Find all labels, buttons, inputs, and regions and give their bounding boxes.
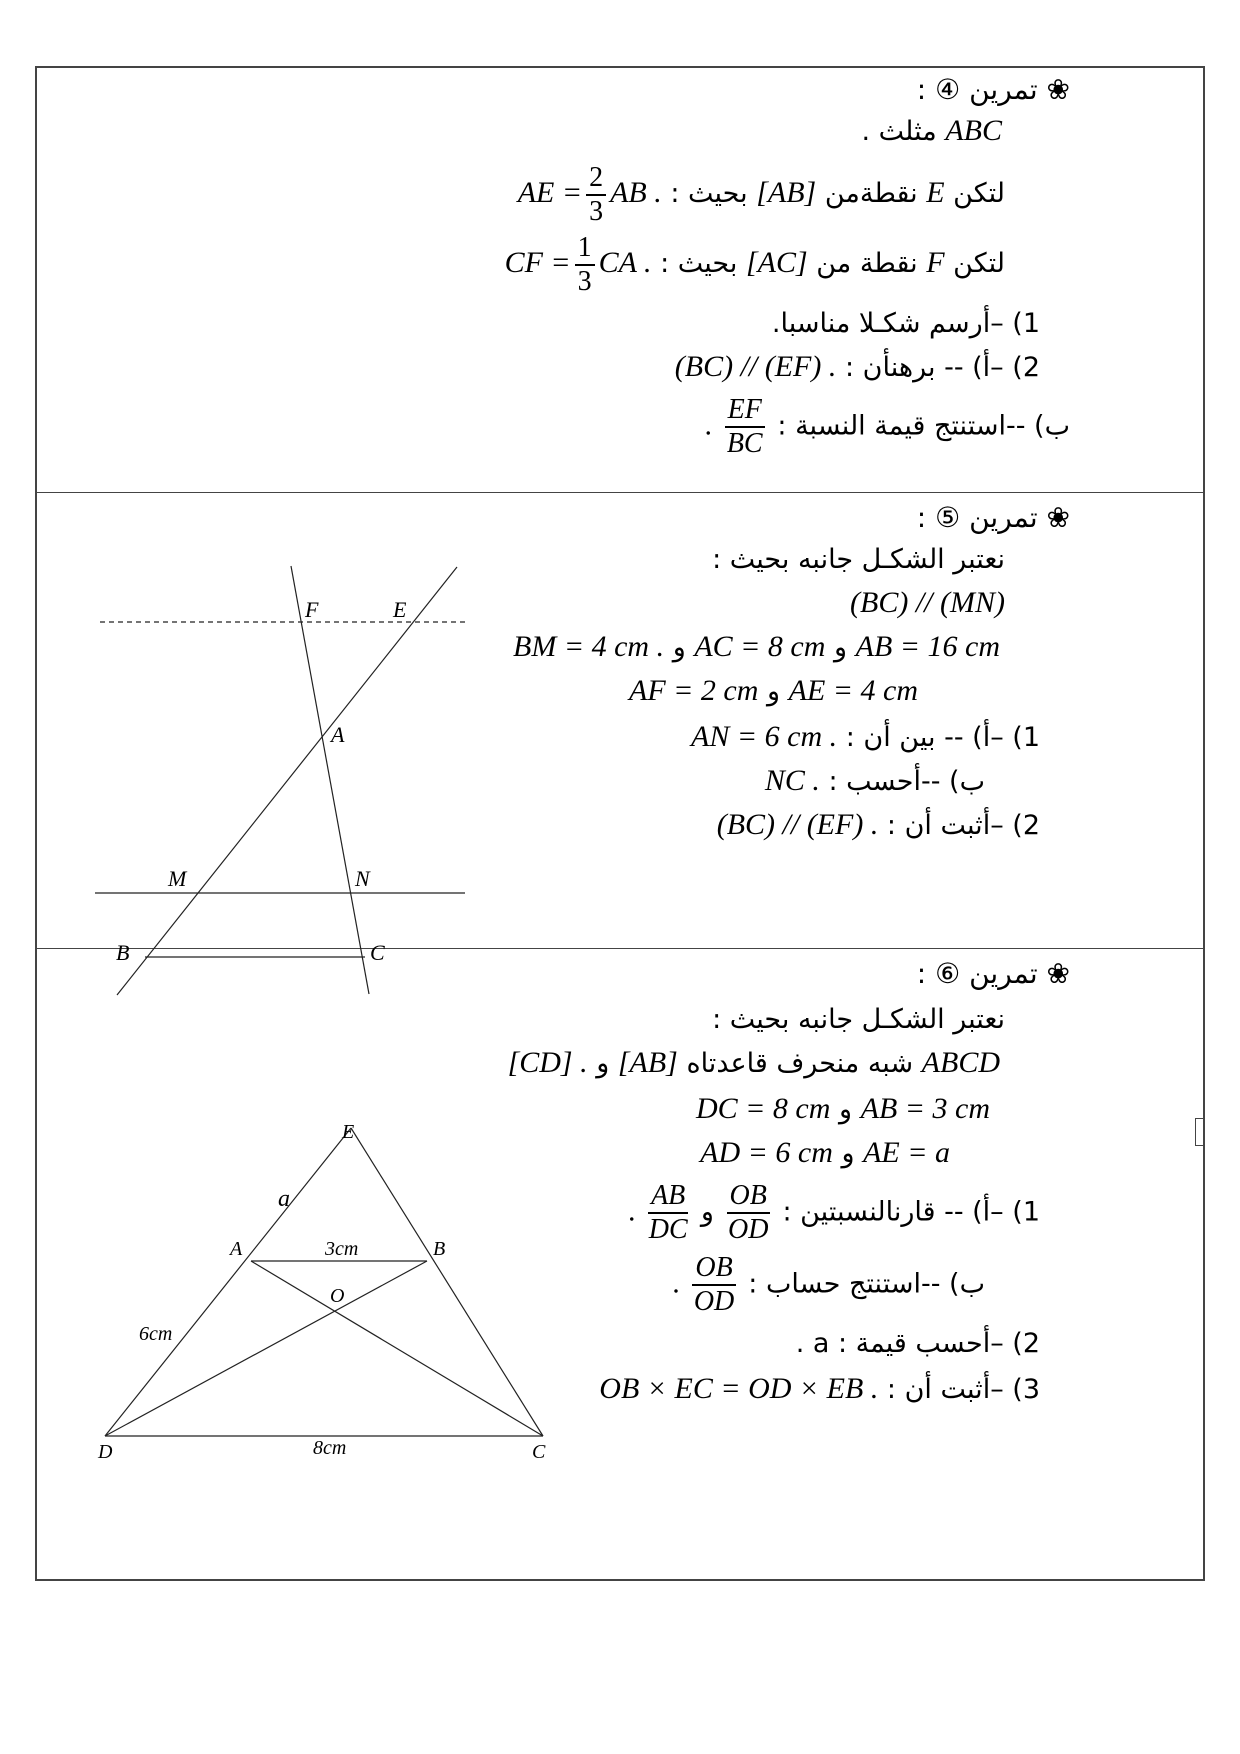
ex6-l2-seg-ab: [AB] (617, 1046, 678, 1079)
ex6-q1a-and: و (700, 1196, 714, 1228)
ex5-label-a: A (331, 722, 345, 747)
ex6-label-b: B (433, 1238, 446, 1260)
ex4-l2-lhs: AE = (517, 176, 583, 210)
ex6-q1a-num1: OB (727, 1180, 770, 1214)
ex6-l2-seg-cd: [CD] . (507, 1046, 588, 1079)
ex6-q1b-text: ب) --استنتج حساب : (748, 1268, 985, 1300)
ex6-l3-dc: DC = 8 cm (695, 1092, 831, 1125)
ex4-l2-num: 2 (586, 162, 606, 196)
ex4-q2b-num: EF (725, 394, 765, 428)
ex4-l3-text-c: بحيث : (660, 248, 738, 280)
ex4-triangle-name: ABC (945, 114, 1002, 147)
ex4-q2a-math: (BC) // (EF) . (674, 350, 837, 383)
ex4-l2-rhs: AB . (610, 176, 662, 210)
ex6-q1a-den2: DC (648, 1214, 688, 1246)
ex5-q1b-text: ب) --أحسب : (828, 766, 985, 797)
ex4-l2-den: 3 (589, 196, 604, 228)
ex5-q2-text: 2) –أثبت أن : (886, 810, 1040, 841)
ex4-l2-point-e: E (926, 176, 945, 210)
ex4-line1-text: مثلث . (861, 116, 937, 147)
ex5-l4-and: و (766, 676, 781, 707)
ex4-l3-text-b: نقطة من (816, 248, 918, 280)
ex6-diagonal-ac (251, 1261, 543, 1436)
ex5-l3-bm: BM = 4 cm . (513, 630, 665, 663)
ex6-title: ❀ تمرين ⑥ : (916, 957, 1070, 990)
ex4-q2b-text: ب) --استنتج قيمة النسبة : (777, 410, 1070, 442)
ex4-l3-lhs: CF = (504, 246, 571, 280)
ex6-l3-ab: AB = 3 cm (860, 1092, 990, 1125)
ex6-label-c: C (532, 1441, 546, 1463)
ex6-label-a-length: a (278, 1186, 290, 1212)
ex5-label-b: B (116, 940, 130, 965)
ex5-parallel-statement: (BC) // (MN) (850, 586, 1005, 619)
ex5-l3-ab: AB = 16 cm (855, 630, 1000, 663)
ex6-l4-ad: AD = 6 cm (700, 1136, 833, 1169)
ex6-q1a-num2: AB (648, 1180, 688, 1214)
ex5-label-n: N (355, 866, 370, 891)
ex4-l2-text-c: بحيث : (670, 178, 748, 210)
ex6-l4-and: و (841, 1138, 855, 1169)
ex5-label-e: E (393, 597, 407, 622)
ex6-q1b-den: OD (693, 1286, 735, 1318)
ex6-label-e: E (342, 1121, 355, 1143)
ex4-l2-segment: [AB] (756, 176, 817, 210)
ex6-q1a-den1: OD (727, 1214, 769, 1246)
ex4-q2b-den: BC (726, 428, 763, 460)
ex5-l4-ae: AE = 4 cm (788, 674, 918, 707)
ex4-q2a-text: 2) –أ) -- برهنأن : (844, 352, 1040, 383)
ex6-label-o: O (330, 1285, 345, 1307)
ex5-q1a-math: AN = 6 cm . (691, 720, 838, 753)
ex6-label-3cm: 3cm (325, 1238, 359, 1260)
ex6-l3-and: و (838, 1094, 853, 1125)
ex6-label-6cm: 6cm (139, 1323, 173, 1345)
ex4-l3-num: 1 (575, 232, 595, 266)
ex5-l4-af: AF = 2 cm (629, 674, 759, 707)
ex6-q1b-dot: . (672, 1266, 680, 1300)
ex4-q2b-dot: . (704, 408, 712, 442)
ex6-q1a-text: 1) –أ) -- قارنالنسبتين : (782, 1196, 1040, 1228)
ex4-l3-segment: [AC] (745, 246, 808, 280)
ex6-segment-ec (351, 1128, 543, 1436)
ex6-q3-math: OB × EC = OD × EB . (599, 1372, 879, 1405)
ex4-l2-text-b: نقطةمن (824, 178, 918, 210)
ex5-l3-and-1: و (833, 632, 848, 663)
ex6-l2-and: و (596, 1048, 610, 1079)
ex6-diagonal-bd (105, 1261, 427, 1436)
ex4-l3-point-f: F (926, 246, 945, 280)
ex4-question-1: 1) –أرسم شكـلا مناسبا. (771, 308, 1040, 339)
ex6-trapezoid-name: ABCD (921, 1046, 1000, 1079)
ex5-title: ❀ تمرين ⑤ : (916, 501, 1070, 534)
ex4-l3-text-a: لتكن (953, 248, 1005, 280)
ex5-l3-ac: AC = 8 cm (694, 630, 826, 663)
ex6-question-2: 2) –أحسب قيمة : a . (795, 1328, 1040, 1359)
ex5-l3-and-2: و (672, 632, 686, 663)
ex6-line1: نعتبر الشكـل جانبه بحيث : (712, 1004, 1005, 1035)
ex6-segment-de (105, 1128, 351, 1436)
ex6-l2-text: شبه منحرف قاعدتاه (686, 1048, 914, 1079)
ex5-label-m: M (168, 866, 187, 891)
ex5-q1a-text: 1) –أ) -- بين أن : (845, 722, 1040, 753)
ex5-q1b-math: NC . (764, 764, 820, 797)
ex6-q1b-num: OB (692, 1252, 735, 1286)
ex4-l3-den: 3 (577, 266, 592, 298)
ex6-label-a: A (230, 1238, 243, 1260)
ex4-l2-text-a: لتكن (953, 178, 1005, 210)
ex6-label-d: D (98, 1441, 113, 1463)
ex4-l3-rhs: CA . (598, 246, 652, 280)
ex5-label-f: F (305, 597, 319, 622)
ex6-label-8cm: 8cm (313, 1437, 347, 1459)
ex5-q2-math: (BC) // (EF) . (716, 808, 879, 841)
ex5-line1: نعتبر الشكـل جانبه بحيث : (712, 544, 1005, 575)
ex5-label-c: C (370, 940, 385, 965)
ex6-q1a-dot: . (627, 1194, 636, 1228)
ex6-q3-text: 3) –أثبت أن : (886, 1374, 1040, 1405)
ex4-title: ❀ تمرين ④ : (916, 73, 1070, 106)
ex6-l4-ae: AE = a (863, 1136, 950, 1169)
